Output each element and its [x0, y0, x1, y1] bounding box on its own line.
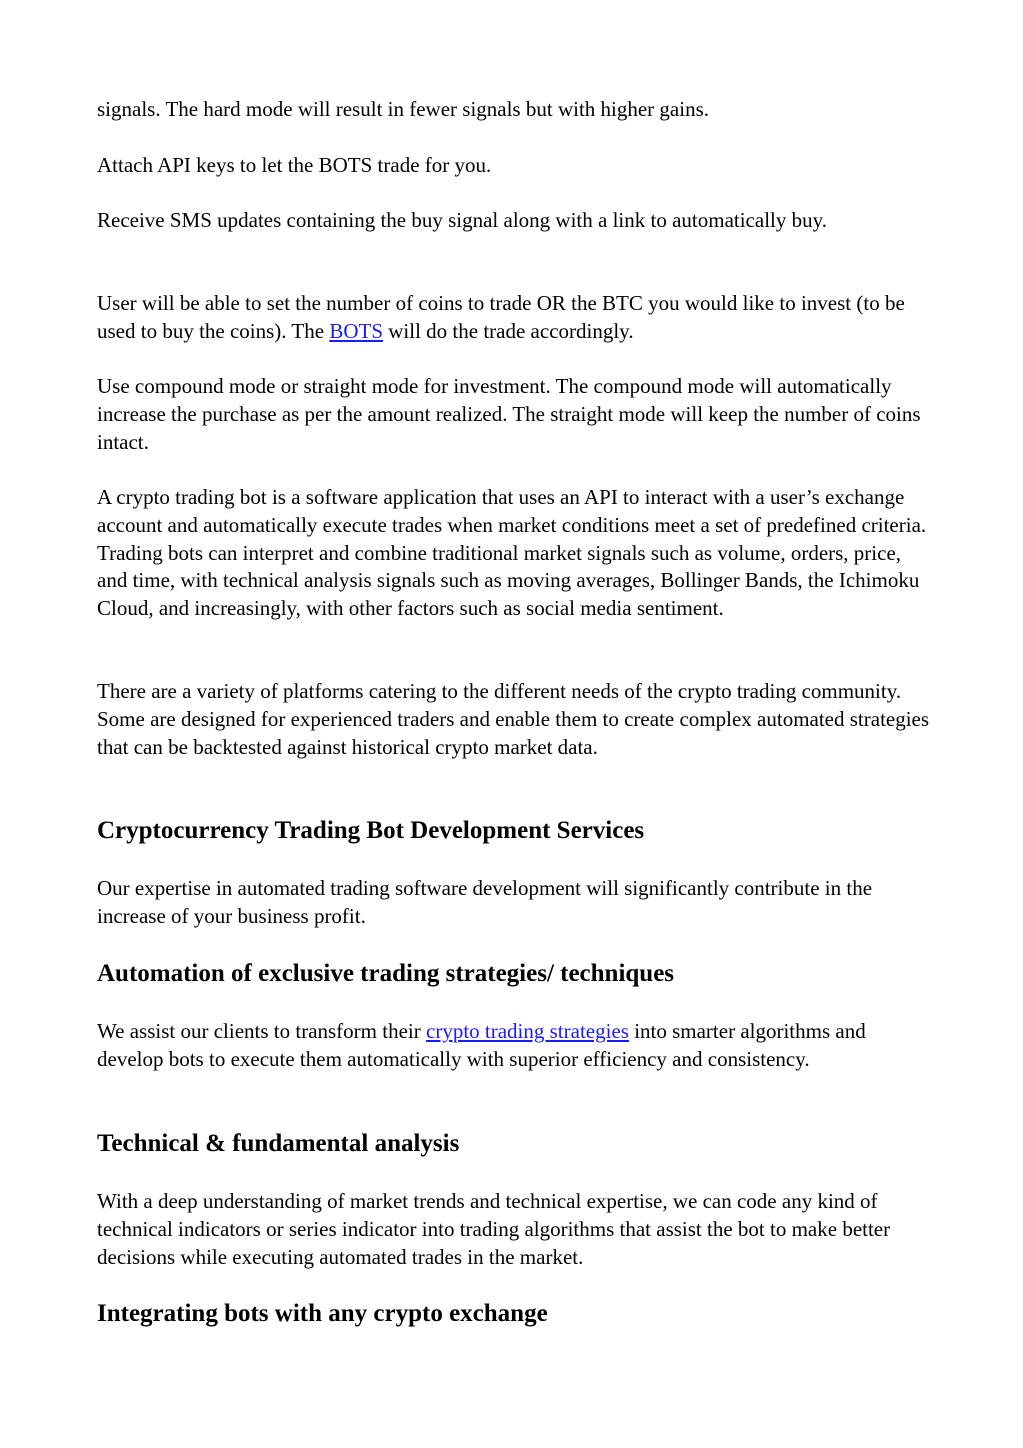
paragraph-hard-mode: signals. The hard mode will result in fewer signals but with higher gains. — [97, 97, 710, 121]
paragraph-bot-definition: A crypto trading bot is a software application that uses an API to interact with a user’s exchange account and automatically execute trades when market conditions meet a set of predefined criteria. Trading bots can interpret and combine traditional market signals such as volume, orders, price, and time, with technical analysis signals such as moving averages, Bollinger Bands, the Ichimoku Cloud, and increasingly, with other factors such as social media sentiment. — [97, 485, 927, 621]
bots-link[interactable]: BOTS — [329, 318, 384, 343]
paragraph-sms-updates: Receive SMS updates containing the buy signal along with a link to automatically buy. — [97, 208, 828, 232]
paragraph-text: into smarter algorithms and develop bots to execute them automatically with superior efficiency and consistency. — [97, 1019, 866, 1071]
paragraph-coins-to-trade — [97, 290, 932, 346]
paragraph-platforms: There are a variety of platforms catering to the different needs of the crypto trading community. Some are designed for experienced traders and enable them to create complex automated strategies that can be backtested against historical crypto market data. — [97, 679, 930, 759]
paragraph-text: User will be able to set the number of coins to trade OR the BTC you would like to invest (to be used to buy the coins). The — [97, 291, 905, 343]
paragraph-transform-strategies — [97, 1018, 932, 1074]
paragraph-market-trends: With a deep understanding of market trends and technical expertise, we can code any kind of technical indicators or series indicator into trading algorithms that assist the bot to make better decisions while executing automated trades in the market. — [97, 1189, 891, 1269]
heading-automation-strategies: Automation of exclusive trading strategies/ techniques — [97, 960, 675, 987]
paragraph-text: We assist our clients to transform their — [97, 1019, 426, 1043]
paragraph-text: will do the trade accordingly. — [383, 318, 634, 343]
heading-exchange-integration: Integrating bots with any crypto exchange — [97, 1300, 548, 1327]
paragraph-api-keys: Attach API keys to let the BOTS trade for you. — [97, 153, 492, 177]
crypto-trading-strategies-link[interactable]: crypto trading strategies — [426, 1019, 629, 1043]
heading-development-services: Cryptocurrency Trading Bot Development Services — [97, 817, 645, 844]
heading-technical-analysis: Technical & fundamental analysis — [97, 1130, 460, 1157]
paragraph-compound-mode: Use compound mode or straight mode for investment. The compound mode will automatically increase the purchase as per the amount realized. The straight mode will keep the number of coins intact. — [97, 374, 921, 454]
paragraph-expertise: Our expertise in automated trading software development will significantly contribute in the increase of your business profit. — [97, 876, 873, 928]
